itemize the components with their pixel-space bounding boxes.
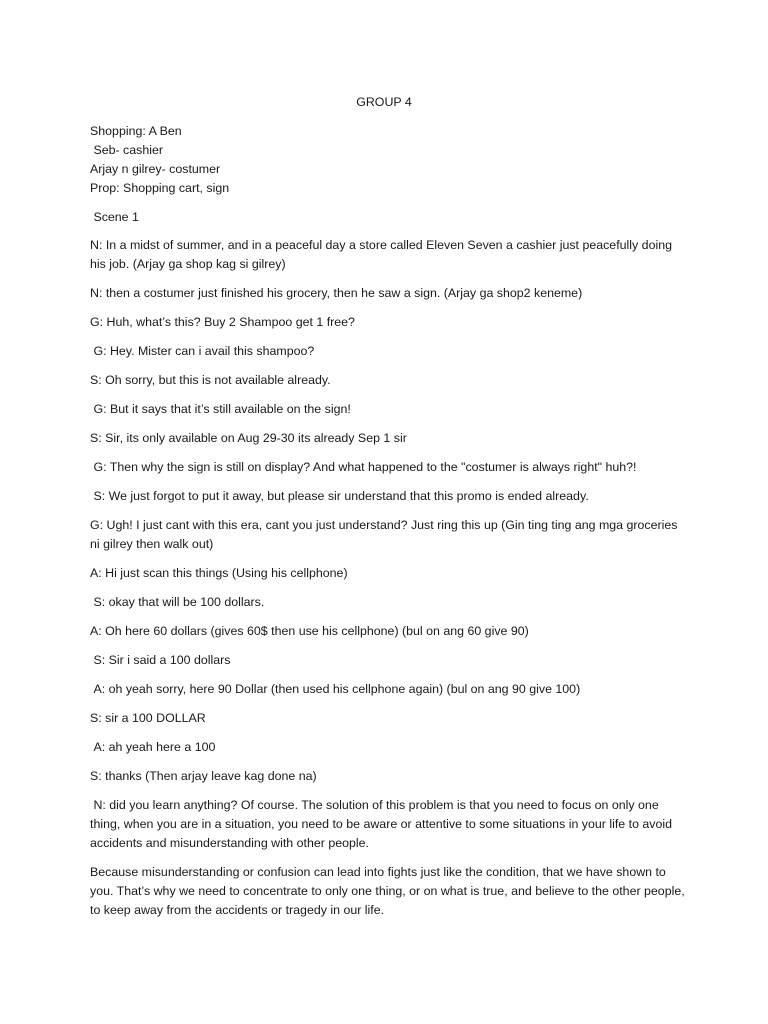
- script-paragraph: S: We just forgot to put it away, but please sir understand that this promo is ended already.: [90, 489, 589, 503]
- script-paragraph: S: Oh sorry, but this is not available already.: [90, 373, 331, 387]
- cast-line-shopping: Shopping: A Ben: [90, 124, 182, 138]
- script-paragraph: G: Hey. Mister can i avail this shampoo?: [90, 344, 315, 358]
- script-paragraph: S: Sir, its only available on Aug 29-30 its already Sep 1 sir: [90, 431, 407, 445]
- script-paragraph: G: Ugh! I just cant with this era, cant you just understand? Just ring this up (Gin ting ting ang mga groceries ni gilrey then walk out): [90, 518, 681, 551]
- script-paragraph: N: did you learn anything? Of course. The solution of this problem is that you need to focus on only one thing, when you are in a situation, you need to be aware or attentive to some situations in your life to avoid accidents and misunderstanding with other people.: [90, 798, 676, 850]
- script-body: [90, 236, 689, 930]
- cast-list: [90, 122, 690, 198]
- script-paragraph: A: oh yeah sorry, here 90 Dollar (then used his cellphone again) (bul on ang 90 give 100): [90, 682, 581, 696]
- scene-heading: Scene 1: [90, 210, 139, 224]
- script-paragraph: G: Huh, what’s this? Buy 2 Shampoo get 1 free?: [90, 315, 355, 329]
- script-paragraph: A: Hi just scan this things (Using his cellphone): [90, 566, 348, 580]
- script-paragraph: N: then a costumer just finished his grocery, then he saw a sign. (Arjay ga shop2 keneme): [90, 286, 583, 300]
- script-paragraph: G: But it says that it’s still available on the sign!: [90, 402, 351, 416]
- script-paragraph: S: okay that will be 100 dollars.: [90, 595, 265, 609]
- document-title: GROUP 4: [356, 95, 412, 109]
- cast-line-costumer: Arjay n gilrey- costumer: [90, 162, 221, 176]
- script-paragraph: G: Then why the sign is still on display? And what happened to the "costumer is always right" huh?!: [90, 460, 637, 474]
- cast-line-prop: Prop: Shopping cart, sign: [90, 181, 230, 195]
- script-paragraph: S: thanks (Then arjay leave kag done na): [90, 769, 317, 783]
- script-paragraph: S: Sir i said a 100 dollars: [90, 653, 231, 667]
- script-paragraph: N: In a midst of summer, and in a peaceful day a store called Eleven Seven a cashier just peacefully doing his job. (Arjay ga shop kag si gilrey): [90, 238, 676, 271]
- script-paragraph: S: sir a 100 DOLLAR: [90, 711, 206, 725]
- script-paragraph: Because misunderstanding or confusion can lead into fights just like the condition, that we have shown to you. That’s why we need to concentrate to only one thing, or on what is true, and believe to the other people, to keep away from the accidents or tragedy in our life.: [90, 865, 689, 917]
- cast-line-cashier: Seb- cashier: [90, 143, 164, 157]
- script-paragraph: A: ah yeah here a 100: [90, 740, 216, 754]
- script-paragraph: A: Oh here 60 dollars (gives 60$ then use his cellphone) (bul on ang 60 give 90): [90, 624, 529, 638]
